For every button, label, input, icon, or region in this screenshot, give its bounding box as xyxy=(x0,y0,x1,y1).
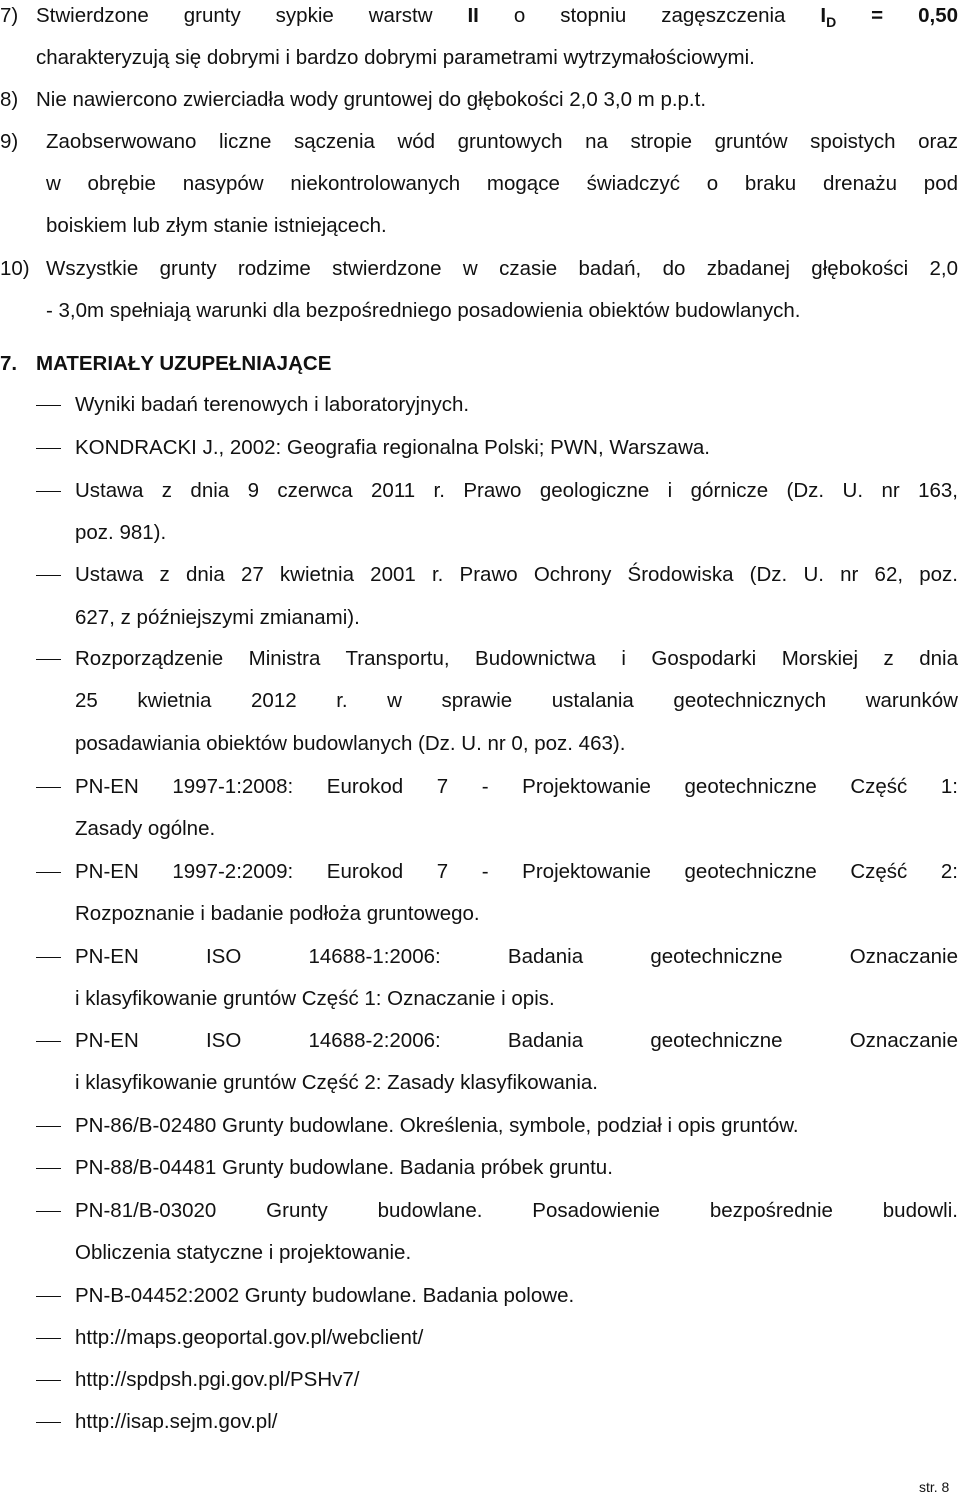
section-title: MATERIAŁY UZUPEŁNIAJĄCE xyxy=(36,352,332,375)
list-item-8-text: Nie nawiercono zwierciadła wody gruntowej do głębokości 2,0 3,0 m p.p.t. xyxy=(36,88,707,111)
reference-12-line-2: Obliczenia statyczne i projektowanie. xyxy=(75,1241,412,1264)
list-item-8-number: 8) xyxy=(0,88,19,111)
list-item-7-text-after: = 0,50 xyxy=(836,4,959,27)
list-item-9-number: 9) xyxy=(0,130,19,153)
bullet-dash xyxy=(36,1126,61,1127)
reference-8-line-1: PN-EN ISO 14688-1:2006: Badania geotechniczne Oznaczanie xyxy=(75,945,958,968)
reference-4-line-1: Ustawa z dnia 27 kwietnia 2001 r. Prawo Ochrony Środowiska (Dz. U. nr 62, poz. xyxy=(75,563,958,586)
reference-5-line-3: posadawiania obiektów budowlanych (Dz. U. nr 0, poz. 463). xyxy=(75,732,626,755)
bullet-dash xyxy=(36,1041,61,1042)
bullet-dash xyxy=(36,1211,61,1212)
reference-3-line-1: Ustawa z dnia 9 czerwca 2011 r. Prawo geologiczne i górnicze (Dz. U. nr 163, xyxy=(75,479,958,502)
bullet-dash xyxy=(36,1422,61,1423)
reference-9-line-1: PN-EN ISO 14688-2:2006: Badania geotechniczne Oznaczanie xyxy=(75,1029,958,1052)
bullet-dash xyxy=(36,448,61,449)
bullet-dash xyxy=(36,1296,61,1297)
bullet-dash xyxy=(36,659,61,660)
reference-1-line-1: Wyniki badań terenowych i laboratoryjnych. xyxy=(75,393,470,416)
list-item-7-number: 7) xyxy=(0,4,19,27)
reference-15-link[interactable]: http://spdpsh.pgi.gov.pl/PSHv7/ xyxy=(75,1368,360,1391)
bullet-dash xyxy=(36,1168,61,1169)
reference-12-line-1: PN-81/B-03020 Grunty budowlane. Posadowienie bezpośrednie budowli. xyxy=(75,1199,958,1222)
bullet-dash xyxy=(36,872,61,873)
bullet-dash xyxy=(36,1338,61,1339)
reference-4-line-2: 627, z późniejszymi zmianami). xyxy=(75,606,360,629)
reference-2-line-1: KONDRACKI J., 2002: Geografia regionalna Polski; PWN, Warszawa. xyxy=(75,436,710,459)
list-item-7-line-1 xyxy=(36,3,958,35)
layer-label: II xyxy=(467,4,479,27)
density-subscript: D xyxy=(826,14,837,30)
list-item-9-line-2: w obrębie nasypów niekontrolowanych mogące świadczyć o braku drenażu pod xyxy=(46,172,958,195)
bullet-dash xyxy=(36,957,61,958)
bullet-dash xyxy=(36,491,61,492)
reference-16-link[interactable]: http://isap.sejm.gov.pl/ xyxy=(75,1410,278,1433)
reference-5-line-2: 25 kwietnia 2012 r. w sprawie ustalania geotechnicznych warunków xyxy=(75,689,958,712)
reference-9-line-2: i klasyfikowanie gruntów Część 2: Zasady klasyfikowania. xyxy=(75,1071,598,1094)
list-item-10-line-1: Wszystkie grunty rodzime stwierdzone w czasie badań, do zbadanej głębokości 2,0 xyxy=(46,257,958,280)
reference-7-line-1: PN-EN 1997-2:2009: Eurokod 7 - Projektowanie geotechniczne Część 2: xyxy=(75,860,958,883)
bullet-dash xyxy=(36,405,61,406)
reference-3-line-2: poz. 981). xyxy=(75,521,167,544)
list-item-7-text-before: Stwierdzone grunty sypkie warstw xyxy=(36,4,468,27)
list-item-9-line-3: boiskiem lub złym stanie istniejącech. xyxy=(46,214,387,237)
reference-8-line-2: i klasyfikowanie gruntów Część 1: Oznaczanie i opis. xyxy=(75,987,555,1010)
list-item-10-number: 10) xyxy=(0,257,30,280)
reference-7-line-2: Rozpoznanie i badanie podłoża gruntowego. xyxy=(75,902,480,925)
reference-6-line-1: PN-EN 1997-1:2008: Eurokod 7 - Projektowanie geotechniczne Część 1: xyxy=(75,775,958,798)
list-item-7-text-middle: o stopniu zagęszczenia xyxy=(478,4,821,27)
list-item-9-line-1: Zaobserwowano liczne sączenia wód gruntowych na stropie gruntów spoistych oraz xyxy=(46,130,958,153)
reference-5-line-1: Rozporządzenie Ministra Transportu, Budownictwa i Gospodarki Morskiej z dnia xyxy=(75,647,958,670)
reference-6-line-2: Zasady ogólne. xyxy=(75,817,216,840)
reference-14-link[interactable]: http://maps.geoportal.gov.pl/webclient/ xyxy=(75,1326,424,1349)
bullet-dash xyxy=(36,575,61,576)
bullet-dash xyxy=(36,1380,61,1381)
list-item-7-line-2: charakteryzują się dobrymi i bardzo dobrymi parametrami wytrzymałościowymi. xyxy=(36,46,755,69)
reference-10-line-1: PN-86/B-02480 Grunty budowlane. Określenia, symbole, podział i opis gruntów. xyxy=(75,1114,799,1137)
density-symbol: I xyxy=(820,4,827,27)
list-item-10-line-2: - 3,0m spełniają warunki dla bezpośredniego posadowienia obiektów budowlanych. xyxy=(46,299,801,322)
reference-13-line-1: PN-B-04452:2002 Grunty budowlane. Badania polowe. xyxy=(75,1284,575,1307)
page-number: str. 8 xyxy=(919,1479,950,1495)
reference-11-line-1: PN-88/B-04481 Grunty budowlane. Badania próbek gruntu. xyxy=(75,1156,613,1179)
bullet-dash xyxy=(36,787,61,788)
section-number: 7. xyxy=(0,352,18,375)
